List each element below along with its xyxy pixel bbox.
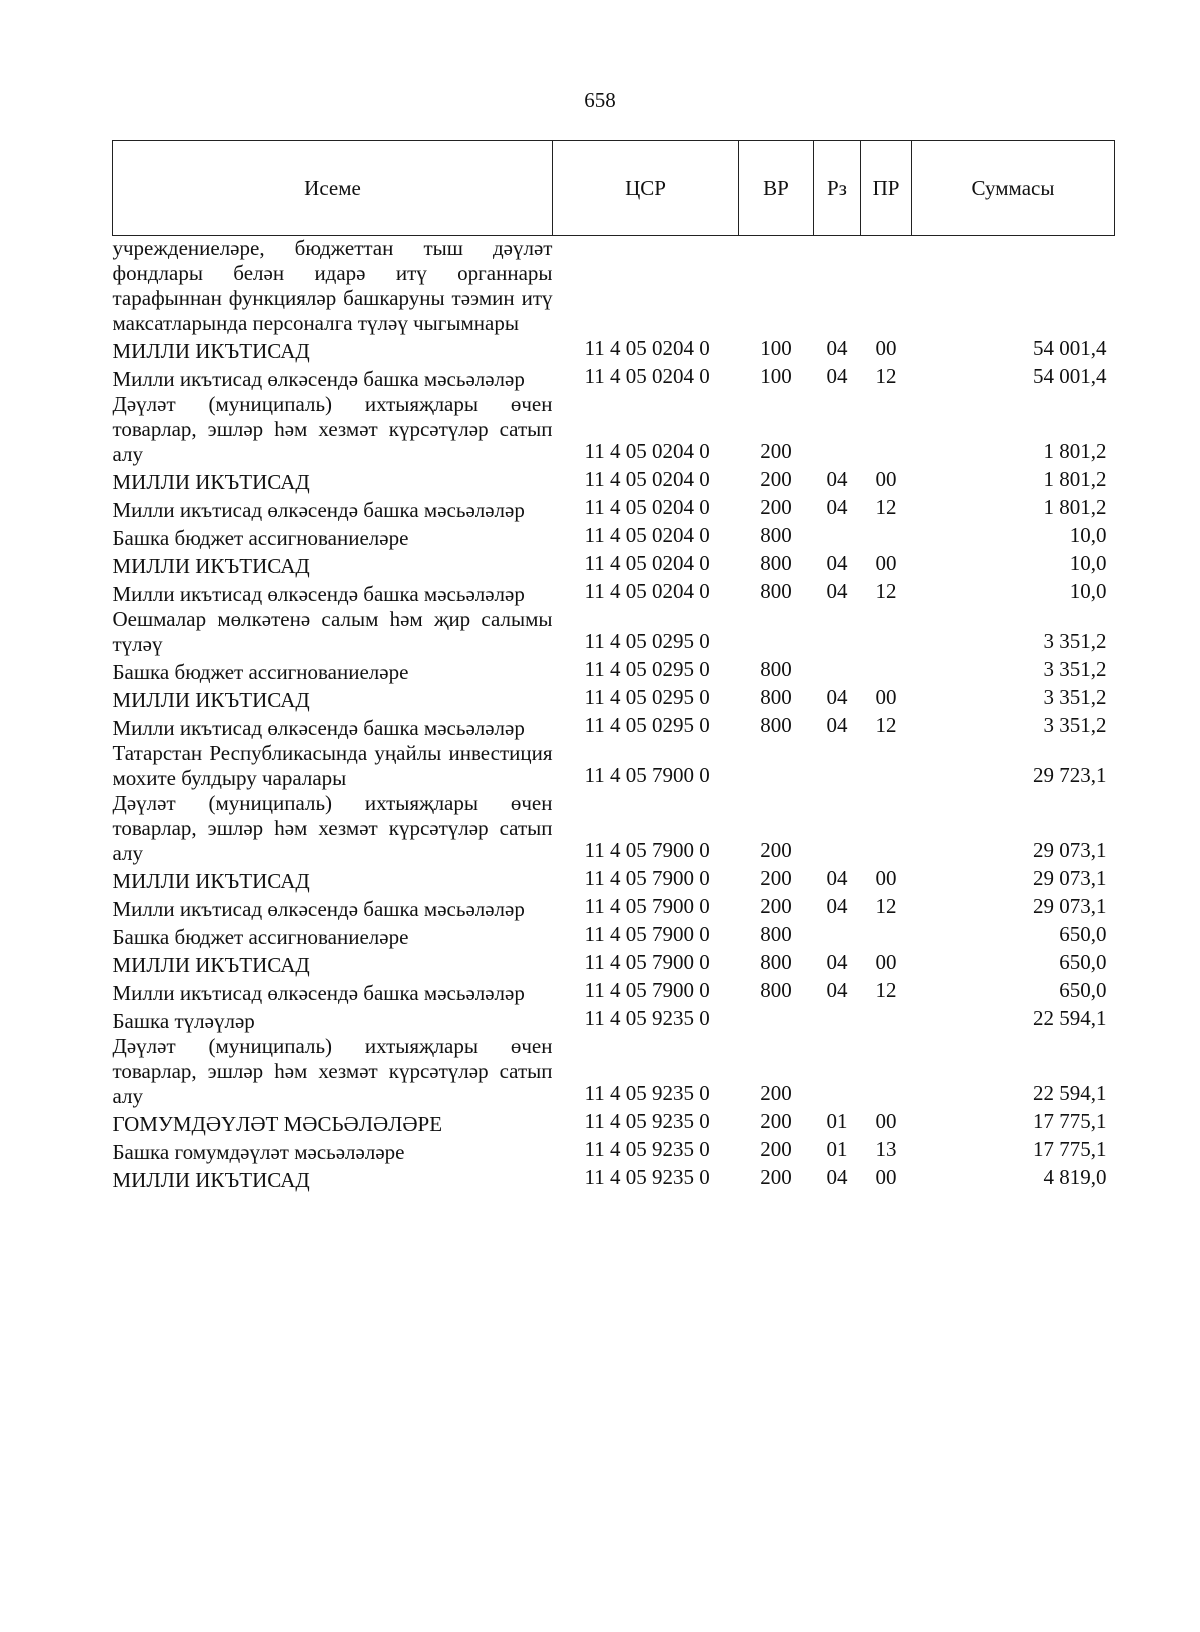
cell-pr: 00 (875, 1165, 897, 1189)
table-row (113, 1137, 1115, 1165)
cell-sum: 29 073,1 (1033, 838, 1107, 862)
table-row (113, 1006, 1115, 1034)
cell-vr (739, 1006, 814, 1034)
cell-sum: 22 594,1 (1033, 1081, 1107, 1105)
table-row (113, 922, 1115, 950)
cell-csr: 11 4 05 0295 0 (584, 629, 710, 653)
cell-csr: 11 4 05 0204 0 (584, 467, 710, 491)
table-row (113, 607, 1115, 657)
cell-vr (739, 236, 814, 337)
cell-name: МИЛЛИ ИКЪТИСАД (112, 953, 310, 977)
cell-name: Милли икътисад өлкәсендә башка мәсьәләләр (112, 582, 525, 606)
cell-sum: 10,0 (1069, 551, 1107, 575)
cell-rz: 04 (826, 551, 848, 575)
cell-sum: 22 594,1 (1033, 1006, 1107, 1030)
cell-rz: 04 (826, 467, 848, 491)
cell-rz: 04 (826, 978, 848, 1002)
cell-csr: 11 4 05 7900 0 (584, 950, 710, 974)
cell-csr: 11 4 05 0204 0 (584, 495, 710, 519)
table-row (113, 467, 1115, 495)
cell-vr: 200 (760, 1109, 792, 1133)
cell-rz: 04 (826, 950, 848, 974)
cell-sum: 3 351,2 (1043, 713, 1107, 737)
cell-csr (553, 236, 739, 337)
cell-csr: 11 4 05 9235 0 (584, 1081, 710, 1105)
cell-csr: 11 4 05 0204 0 (584, 579, 710, 603)
cell-vr: 200 (760, 866, 792, 890)
cell-sum: 29 073,1 (1033, 866, 1107, 890)
cell-csr: 11 4 05 0204 0 (584, 523, 710, 547)
cell-sum: 10,0 (1069, 579, 1107, 603)
cell-sum: 1 801,2 (1043, 467, 1107, 491)
cell-vr (739, 741, 814, 791)
cell-vr: 800 (760, 950, 792, 974)
header-rz: Рз (814, 141, 861, 236)
cell-pr (861, 741, 912, 791)
table-row (113, 392, 1115, 467)
cell-name: Оешмалар мөлкәтенә салым һәм җир салымы түләү (112, 607, 553, 656)
cell-pr: 12 (875, 894, 897, 918)
cell-name: Дәүләт (муниципаль) ихтыяҗлары өчен товарлар, эшләр һәм хезмәт күрсәтүләр сатып алу (112, 791, 553, 865)
table-row (113, 866, 1115, 894)
cell-csr: 11 4 05 0295 0 (584, 713, 710, 737)
table-row (113, 579, 1115, 607)
cell-rz: 04 (826, 336, 848, 360)
cell-sum: 29 723,1 (1033, 763, 1107, 787)
cell-sum (912, 236, 1115, 337)
cell-sum: 17 775,1 (1033, 1109, 1107, 1133)
cell-vr: 800 (760, 657, 792, 681)
cell-pr: 00 (875, 866, 897, 890)
cell-pr: 12 (875, 495, 897, 519)
cell-pr: 00 (875, 467, 897, 491)
cell-name: Башка гомумдәүләт мәсьәләләре (112, 1140, 405, 1164)
cell-vr: 800 (760, 922, 792, 946)
cell-sum: 3 351,2 (1043, 657, 1107, 681)
cell-vr: 800 (760, 523, 792, 547)
cell-vr: 800 (760, 978, 792, 1002)
header-sum: Суммасы (912, 141, 1115, 236)
cell-name: Башка бюджет ассигнованиеләре (112, 925, 409, 949)
cell-csr: 11 4 05 9235 0 (584, 1165, 710, 1189)
cell-name: Милли икътисад өлкәсендә башка мәсьәләләр (112, 498, 525, 522)
cell-vr: 800 (760, 713, 792, 737)
cell-pr: 00 (875, 551, 897, 575)
cell-name: Милли икътисад өлкәсендә башка мәсьәләләр (112, 981, 525, 1005)
cell-sum: 10,0 (1069, 523, 1107, 547)
cell-pr: 12 (875, 978, 897, 1002)
cell-rz (814, 236, 861, 337)
header-name: Исеме (113, 141, 553, 236)
cell-csr: 11 4 05 9235 0 (584, 1137, 710, 1161)
cell-pr: 13 (875, 1137, 897, 1161)
cell-name: МИЛЛИ ИКЪТИСАД (112, 470, 310, 494)
cell-vr: 800 (760, 579, 792, 603)
cell-pr: 00 (875, 950, 897, 974)
table-row (113, 713, 1115, 741)
cell-rz (814, 392, 861, 467)
cell-name: Милли икътисад өлкәсендә башка мәсьәләләр (112, 897, 525, 921)
cell-sum: 1 801,2 (1043, 439, 1107, 463)
table-row (113, 364, 1115, 392)
cell-name: МИЛЛИ ИКЪТИСАД (112, 1168, 310, 1192)
table-row (113, 791, 1115, 866)
table-row (113, 978, 1115, 1006)
cell-vr (739, 607, 814, 657)
cell-rz: 01 (826, 1137, 848, 1161)
table-row (113, 551, 1115, 579)
cell-rz: 04 (826, 685, 848, 709)
cell-rz (814, 523, 861, 551)
cell-pr (861, 791, 912, 866)
cell-rz: 04 (826, 579, 848, 603)
cell-pr (861, 922, 912, 950)
cell-sum: 650,0 (1059, 950, 1107, 974)
cell-rz (814, 922, 861, 950)
cell-csr: 11 4 05 7900 0 (584, 763, 710, 787)
table-header-row (113, 141, 1115, 236)
cell-name: Башка бюджет ассигнованиеләре (112, 660, 409, 684)
cell-sum: 3 351,2 (1043, 685, 1107, 709)
cell-name: Башка бюджет ассигнованиеләре (112, 526, 409, 550)
cell-name: учреждениеләре, бюджеттан тыш дәүләт фондлары белән идарә итү органнары тарафыннан функцияләр башкаруны тәэмин итү максатларында персоналга түләү чыгымнары (112, 236, 553, 335)
cell-vr: 100 (760, 336, 792, 360)
cell-pr: 12 (875, 579, 897, 603)
cell-name: МИЛЛИ ИКЪТИСАД (112, 554, 310, 578)
cell-vr: 200 (760, 894, 792, 918)
cell-csr: 11 4 05 7900 0 (584, 866, 710, 890)
cell-rz (814, 741, 861, 791)
cell-pr (861, 392, 912, 467)
cell-name: Дәүләт (муниципаль) ихтыяҗлары өчен товарлар, эшләр һәм хезмәт күрсәтүләр сатып алу (112, 392, 553, 466)
header-vr: ВР (739, 141, 814, 236)
cell-rz (814, 791, 861, 866)
cell-sum: 4 819,0 (1043, 1165, 1107, 1189)
cell-vr: 800 (760, 551, 792, 575)
table-row (113, 741, 1115, 791)
table-row (113, 950, 1115, 978)
cell-csr: 11 4 05 0295 0 (584, 657, 710, 681)
cell-sum: 3 351,2 (1043, 629, 1107, 653)
cell-csr: 11 4 05 0204 0 (584, 336, 710, 360)
cell-pr: 12 (875, 364, 897, 388)
page-number: 658 (584, 88, 616, 112)
table-row (113, 894, 1115, 922)
cell-vr: 200 (760, 439, 792, 463)
table-row (113, 1165, 1115, 1193)
cell-pr (861, 1006, 912, 1034)
cell-rz: 04 (826, 894, 848, 918)
cell-name: Татарстан Республикасында уңайлы инвестиция мохите булдыру чаралары (112, 741, 553, 790)
cell-rz (814, 607, 861, 657)
cell-csr: 11 4 05 7900 0 (584, 894, 710, 918)
cell-pr (861, 523, 912, 551)
cell-csr: 11 4 05 7900 0 (584, 978, 710, 1002)
cell-sum: 1 801,2 (1043, 495, 1107, 519)
cell-pr: 12 (875, 713, 897, 737)
cell-csr: 11 4 05 7900 0 (584, 922, 710, 946)
cell-sum: 54 001,4 (1033, 336, 1107, 360)
cell-rz: 04 (826, 495, 848, 519)
table-row (113, 1109, 1115, 1137)
cell-pr (861, 657, 912, 685)
cell-name: Башка түләүләр (112, 1009, 255, 1033)
cell-vr: 200 (760, 1081, 792, 1105)
table-body (113, 236, 1115, 1194)
cell-pr (861, 1034, 912, 1109)
cell-pr (861, 607, 912, 657)
cell-rz: 04 (826, 713, 848, 737)
cell-csr: 11 4 05 0295 0 (584, 685, 710, 709)
cell-pr: 00 (875, 336, 897, 360)
cell-sum: 54 001,4 (1033, 364, 1107, 388)
cell-name: Дәүләт (муниципаль) ихтыяҗлары өчен товарлар, эшләр һәм хезмәт күрсәтүләр сатып алу (112, 1034, 553, 1108)
cell-csr: 11 4 05 7900 0 (584, 838, 710, 862)
cell-name: ГОМУМДӘҮЛӘТ МӘСЬӘЛӘЛӘРЕ (112, 1112, 443, 1136)
cell-sum: 650,0 (1059, 922, 1107, 946)
cell-rz: 04 (826, 1165, 848, 1189)
cell-sum: 650,0 (1059, 978, 1107, 1002)
cell-csr: 11 4 05 9235 0 (584, 1006, 710, 1030)
table-row (113, 236, 1115, 337)
table-row (113, 495, 1115, 523)
cell-rz: 01 (826, 1109, 848, 1133)
cell-pr (861, 236, 912, 337)
cell-rz: 04 (826, 364, 848, 388)
cell-name: МИЛЛИ ИКЪТИСАД (112, 339, 310, 363)
cell-vr: 200 (760, 838, 792, 862)
header-pr: ПР (861, 141, 912, 236)
cell-vr: 200 (760, 1137, 792, 1161)
budget-table (112, 140, 1115, 1193)
cell-sum: 29 073,1 (1033, 894, 1107, 918)
table-row (113, 685, 1115, 713)
cell-vr: 800 (760, 685, 792, 709)
cell-sum: 17 775,1 (1033, 1137, 1107, 1161)
table-row (113, 523, 1115, 551)
cell-rz (814, 1034, 861, 1109)
cell-csr: 11 4 05 0204 0 (584, 364, 710, 388)
cell-name: МИЛЛИ ИКЪТИСАД (112, 869, 310, 893)
cell-rz (814, 657, 861, 685)
cell-vr: 200 (760, 1165, 792, 1189)
cell-csr: 11 4 05 0204 0 (584, 551, 710, 575)
cell-csr: 11 4 05 0204 0 (584, 439, 710, 463)
cell-csr: 11 4 05 9235 0 (584, 1109, 710, 1133)
cell-pr: 00 (875, 1109, 897, 1133)
cell-name: МИЛЛИ ИКЪТИСАД (112, 688, 310, 712)
table-row (113, 1034, 1115, 1109)
table-row (113, 657, 1115, 685)
cell-vr: 200 (760, 467, 792, 491)
cell-rz: 04 (826, 866, 848, 890)
cell-pr: 00 (875, 685, 897, 709)
cell-vr: 200 (760, 495, 792, 519)
header-csr: ЦСР (553, 141, 739, 236)
cell-vr: 100 (760, 364, 792, 388)
cell-rz (814, 1006, 861, 1034)
cell-name: Милли икътисад өлкәсендә башка мәсьәләләр (112, 367, 525, 391)
cell-name: Милли икътисад өлкәсендә башка мәсьәләләр (112, 716, 525, 740)
table-row (113, 336, 1115, 364)
